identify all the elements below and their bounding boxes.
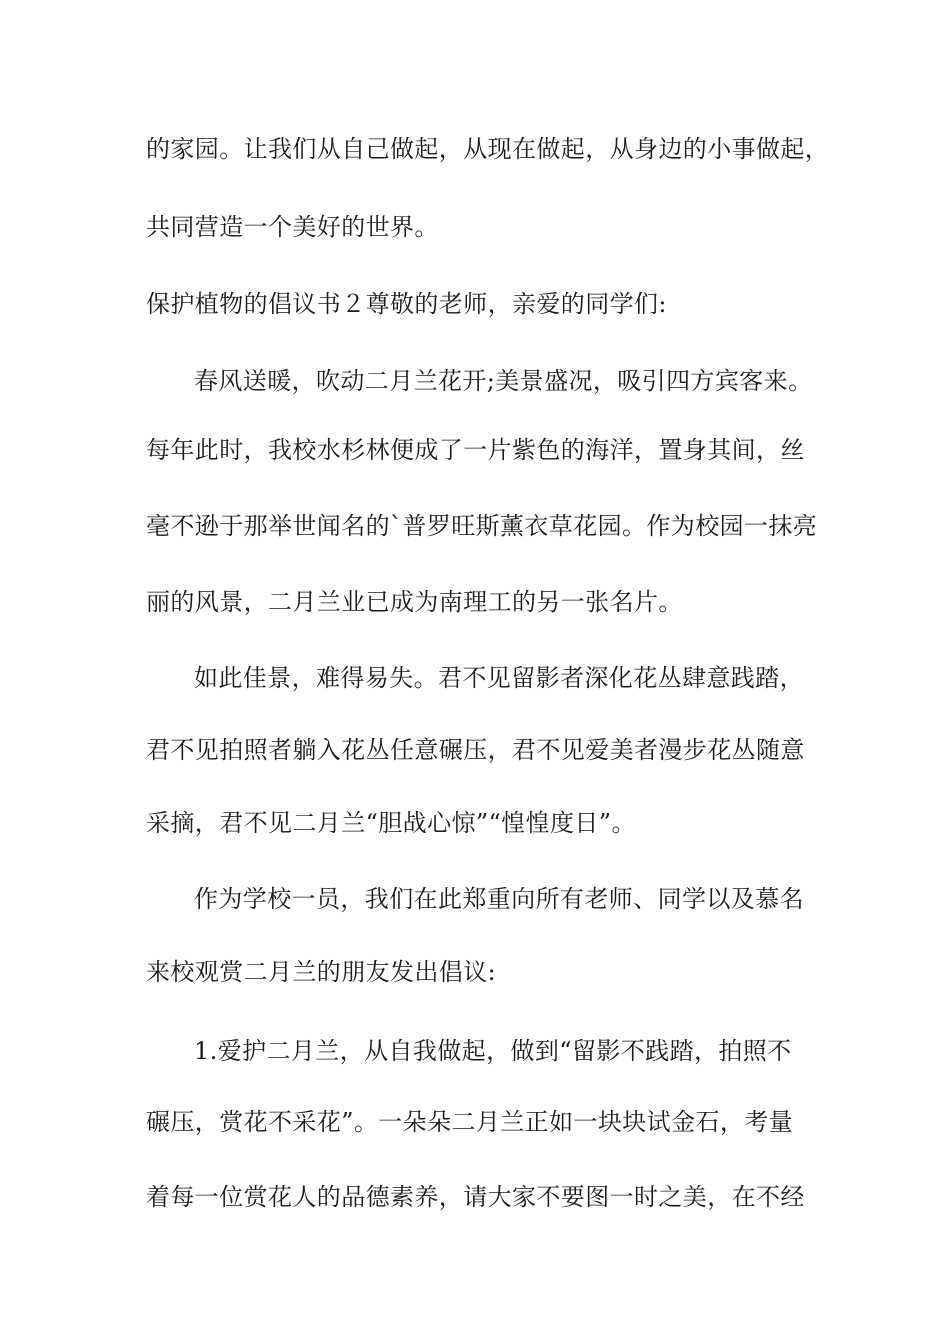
text-line: 碾压，赏花不采花”。一朵朵二月兰正如一块块试金石，考量 (146, 1108, 794, 1136)
text-line: 丽的风景，二月兰业已成为南理工的另一张名片。 (146, 588, 683, 616)
text-line: 1.爱护二月兰，从自我做起，做到“留影不践踏，拍照不 (194, 1037, 792, 1065)
text-line: 每年此时，我校水杉林便成了一片紫色的海洋，置身其间，丝 (146, 436, 805, 464)
text-line: 毫不逊于那举世闻名的`普罗旺斯薰衣草花园。作为校园一抹亮 (146, 512, 818, 540)
text-line: 来校观赏二月兰的朋友发出倡议: (146, 958, 497, 986)
text-line: 作为学校一员，我们在此郑重向所有老师、同学以及慕名 (194, 885, 804, 913)
text-line: 采摘，君不见二月兰“胆战心惊”“惶惶度日”。 (146, 809, 636, 837)
text-line: 君不见拍照者躺入花丛任意碾压，君不见爱美者漫步花丛随意 (146, 736, 805, 764)
text-line: 保护植物的倡议书２尊敬的老师，亲爱的同学们: (146, 290, 667, 318)
text-line: 春风送暖，吹动二月兰花开;美景盛况，吸引四方宾客来。 (194, 367, 813, 395)
text-line: 的家园。让我们从自己做起，从现在做起，从身边的小事做起， (146, 135, 830, 163)
text-line: 共同营造一个美好的世界。 (146, 213, 439, 241)
text-line: 着每一位赏花人的品德素养，请大家不要图一时之美，在不经 (146, 1183, 805, 1211)
text-line: 如此佳景，难得易失。君不见留影者深化花丛肆意践踏， (194, 664, 804, 692)
